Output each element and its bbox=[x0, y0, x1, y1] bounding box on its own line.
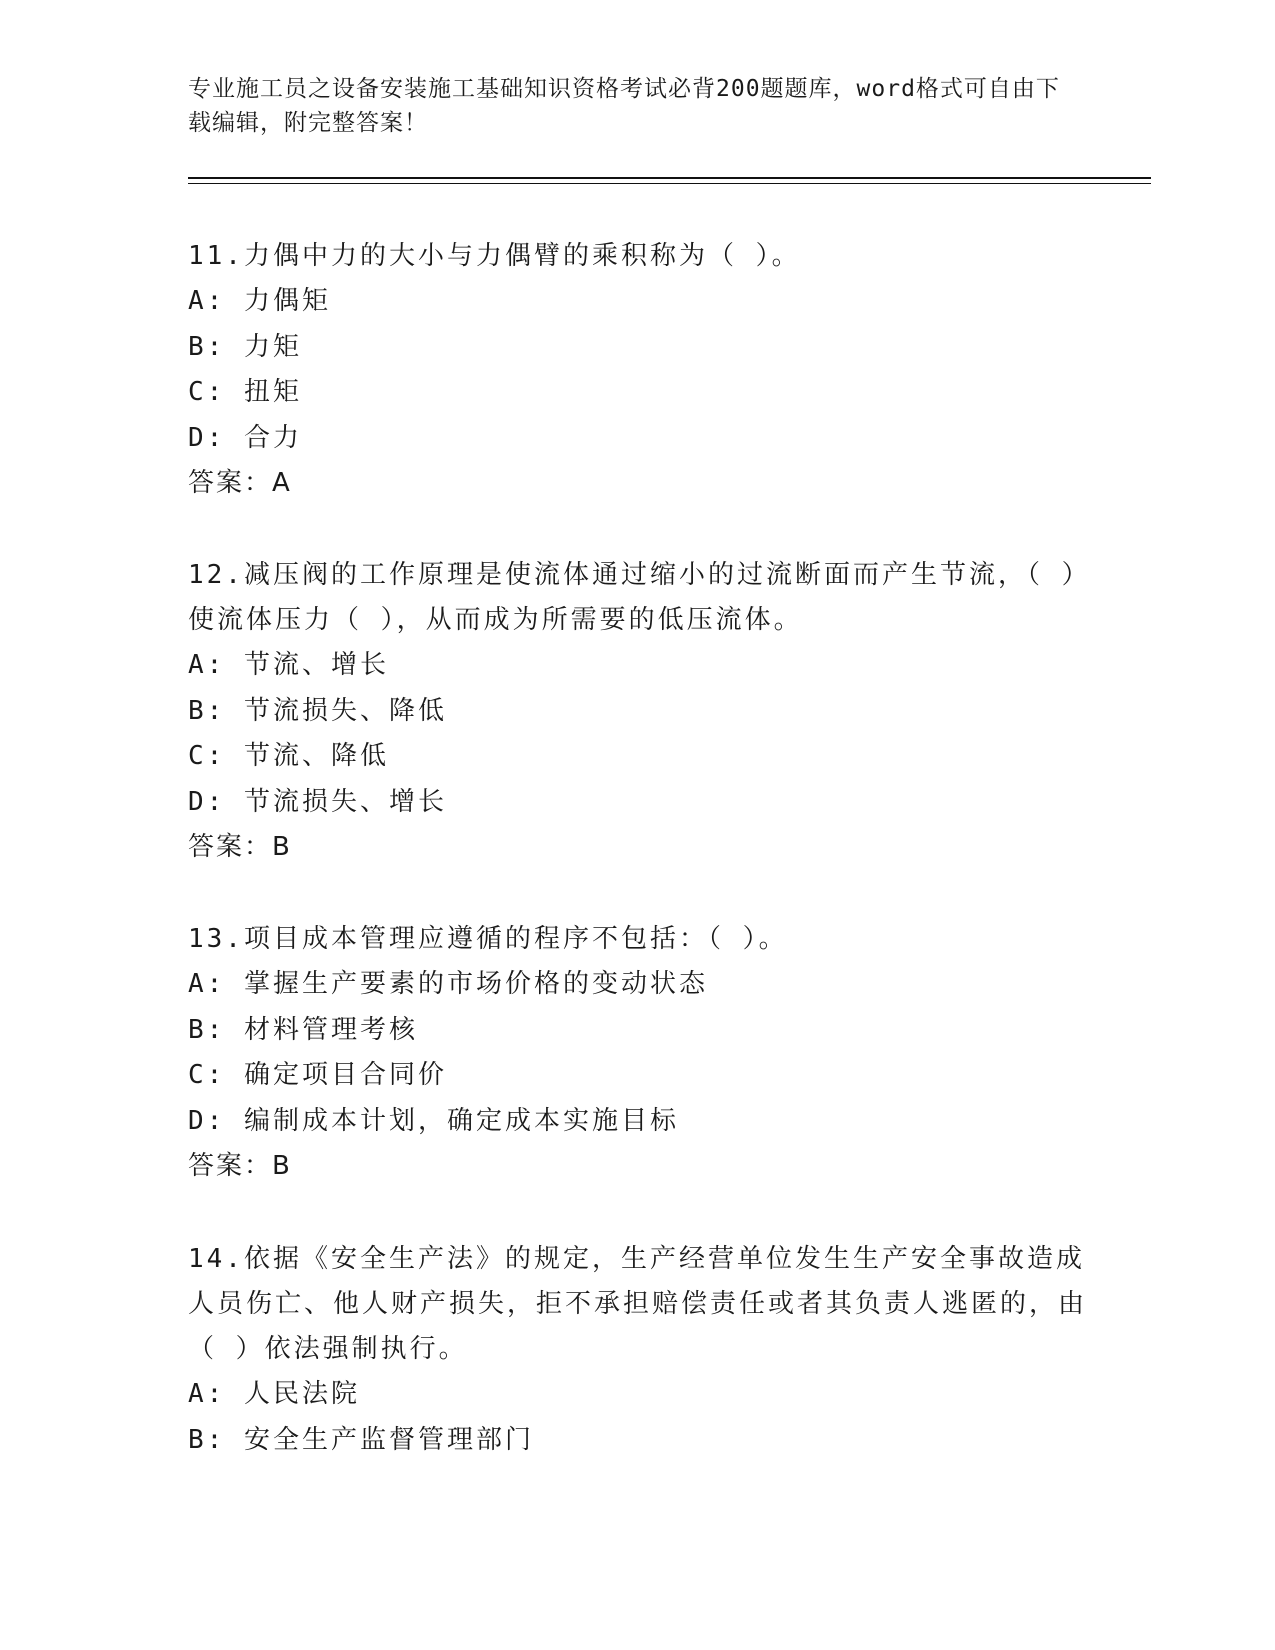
header-divider-thin bbox=[188, 183, 1151, 184]
answer: 答案：B bbox=[188, 1151, 292, 1181]
question-14 bbox=[188, 1237, 1088, 1463]
option-b: B: 节流损失、降低 bbox=[188, 695, 447, 726]
answer: 答案：B bbox=[188, 832, 292, 862]
option-d: D: 编制成本计划，确定成本实施目标 bbox=[188, 1105, 679, 1136]
document-header: 专业施工员之设备安装施工基础知识资格考试必背200题题库，word格式可自由下载编辑，附完整答案！ bbox=[188, 76, 1060, 136]
option-a: A: 掌握生产要素的市场价格的变动状态 bbox=[188, 969, 708, 999]
question-text: 11.力偶中力的大小与力偶臂的乘积称为（ ）。 bbox=[188, 241, 801, 271]
question-11 bbox=[188, 234, 1088, 507]
question-text: 14.依据《安全生产法》的规定，生产经营单位发生生产安全事故造成人员伤亡、他人财产损失，拒不承担赔偿责任或者其负责人逃匿的，由（ ）依法强制执行。 bbox=[188, 1244, 1088, 1364]
option-b: B: 力矩 bbox=[188, 331, 302, 362]
question-text: 12.减压阀的工作原理是使流体通过缩小的过流断面而产生节流，（ ）使流体压力（ ），从而成为所需要的低压流体。 bbox=[188, 560, 1078, 635]
option-a: A: 力偶矩 bbox=[188, 286, 331, 316]
option-a: A: 节流、增长 bbox=[188, 650, 389, 680]
option-a: A: 人民法院 bbox=[188, 1379, 360, 1409]
option-c: C: 确定项目合同价 bbox=[188, 1060, 447, 1090]
option-d: D: 节流损失、增长 bbox=[188, 786, 447, 817]
question-12 bbox=[188, 553, 1088, 871]
option-d: D: 合力 bbox=[188, 422, 302, 453]
option-c: C: 节流、降低 bbox=[188, 741, 389, 771]
answer: 答案：A bbox=[188, 468, 292, 498]
header-divider-thick bbox=[188, 177, 1151, 179]
option-b: B: 安全生产监督管理部门 bbox=[188, 1424, 534, 1455]
option-b: B: 材料管理考核 bbox=[188, 1014, 418, 1045]
option-c: C: 扭矩 bbox=[188, 377, 302, 407]
question-13 bbox=[188, 917, 1088, 1190]
question-text: 13.项目成本管理应遵循的程序不包括：（ ）。 bbox=[188, 924, 788, 954]
